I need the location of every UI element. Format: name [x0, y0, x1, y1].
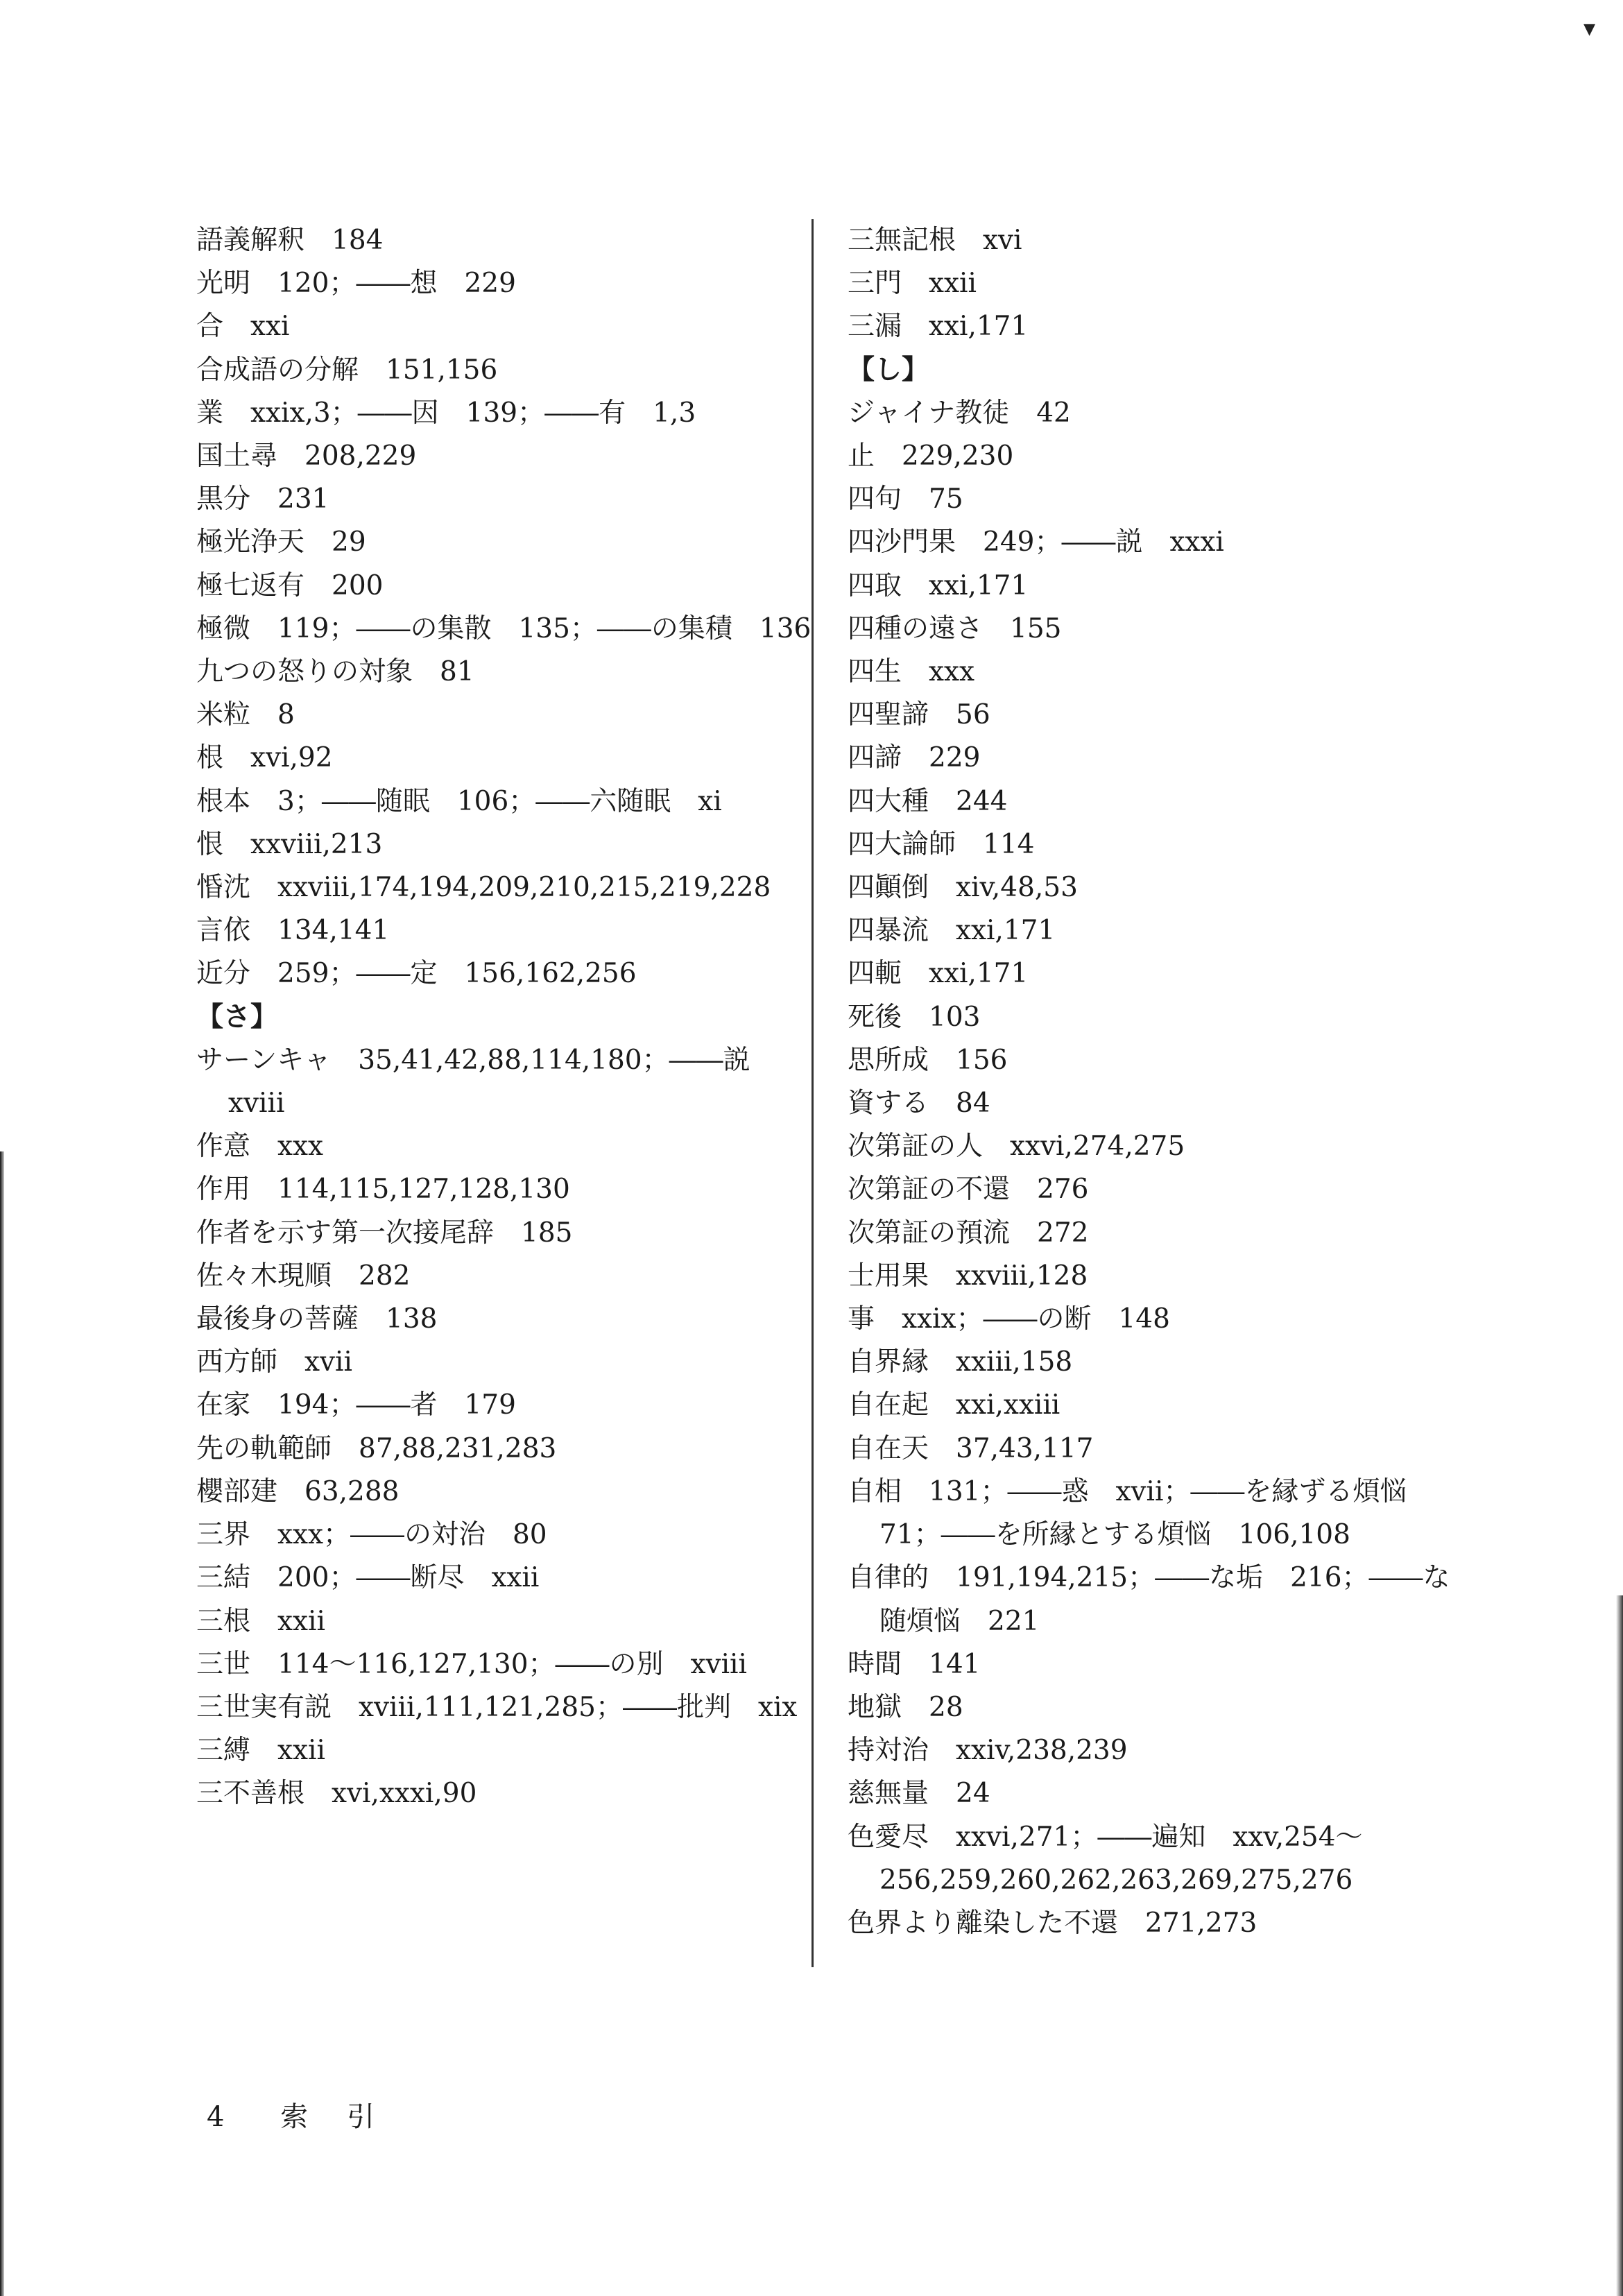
- index-entry: 在家 194；――者 179: [196, 1389, 516, 1421]
- index-entry: 業 xxix,3；――因 139；――有 1,3: [196, 397, 696, 429]
- index-section-heading: 【さ】: [196, 1001, 278, 1033]
- index-entry: 四取 xxi,171: [848, 569, 1029, 601]
- index-entry: 合成語の分解 151,156: [196, 354, 498, 386]
- index-entry: 四生 xxx: [848, 656, 974, 688]
- index-entry: 自相 131；――惑 xvii；――を縁ずる煩悩 71；――を所縁とする煩悩 106,108: [848, 1475, 1434, 1551]
- index-entry: 四顚倒 xiv,48,53: [848, 872, 1078, 904]
- index-entry: 四暴流 xxi,171: [848, 915, 1056, 947]
- index-entry: 四沙門果 249；――説 xxxi: [848, 526, 1224, 558]
- index-entry: 四大論師 114: [848, 828, 1035, 860]
- index-entry: 光明 120；――想 229: [196, 268, 516, 300]
- index-entry: 止 229,230: [848, 440, 1014, 472]
- index-entry: 次第証の預流 272: [848, 1217, 1089, 1249]
- index-entry: 次第証の人 xxvi,274,275: [848, 1131, 1185, 1163]
- index-entry: 佐々木現順 282: [196, 1260, 411, 1292]
- index-section-heading: 【し】: [848, 354, 929, 386]
- index-entry: 言依 134,141: [196, 915, 390, 947]
- index-right-column: [848, 219, 1472, 1945]
- index-entry: 三無記根 xvi: [848, 225, 1022, 256]
- index-entry: 九つの怒りの対象 81: [196, 656, 474, 688]
- index-entry: 色界より離染した不還 271,273: [848, 1907, 1257, 1939]
- index-entry: 思所成 156: [848, 1044, 1008, 1076]
- index-entry: 死後 103: [848, 1001, 981, 1033]
- index-entry: サーンキャ 35,41,42,88,114,180；――説 xviii: [196, 1044, 778, 1120]
- index-entry: 色愛尽 xxvi,271；――遍知 xxv,254～256,259,260,262,263,269,275,276: [848, 1821, 1363, 1896]
- index-entry: 最後身の菩薩 138: [196, 1303, 438, 1335]
- index-entry: 近分 259；――定 156,162,256: [196, 958, 637, 990]
- index-entry: 極七返有 200: [196, 569, 384, 601]
- index-entry: 資する 84: [848, 1088, 990, 1120]
- index-entry: 黒分 231: [196, 483, 329, 515]
- index-entry: 事 xxix；――の断 148: [848, 1303, 1170, 1335]
- index-entry: 三界 xxx；――の対治 80: [196, 1519, 547, 1551]
- index-entry: 三世 114～116,127,130；――の別 xviii: [196, 1648, 747, 1680]
- scan-shadow-right: [1616, 1595, 1623, 2296]
- index-entry: 持対治 xxiv,238,239: [848, 1735, 1128, 1767]
- index-entry: 語義解釈 184: [196, 225, 384, 256]
- index-entry: 四軛 xxi,171: [848, 958, 1029, 990]
- index-entry: 作用 114,115,127,128,130: [196, 1174, 570, 1206]
- index-entry: 先の軌範師 87,88,231,283: [196, 1432, 557, 1464]
- index-entry: 櫻部建 63,288: [196, 1475, 400, 1507]
- index-entry: 時間 141: [848, 1648, 981, 1680]
- index-entry: 作者を示す第一次接尾辞 185: [196, 1217, 573, 1249]
- index-entry: 四種の遠さ 155: [848, 612, 1062, 644]
- index-entry: 四諦 229: [848, 742, 981, 774]
- index-entry: 地獄 28: [848, 1691, 963, 1723]
- index-entry: 合 xxi: [196, 311, 290, 343]
- scan-shadow-left: [0, 1151, 4, 2296]
- index-entry: 恨 xxviii,213: [196, 828, 383, 860]
- page-number: 4: [207, 2101, 227, 2133]
- index-entry: 自在起 xxi,xxiii: [848, 1389, 1060, 1421]
- index-entry: ジャイナ教徒 42: [848, 397, 1071, 429]
- index-entry: 四聖諦 56: [848, 699, 990, 731]
- index-entry: 三根 xxii: [196, 1605, 325, 1637]
- index-entry: 自律的 191,194,215；――な垢 216；――な随煩悩 221: [848, 1562, 1450, 1637]
- index-entry: 惛沈 xxviii,174,194,209,210,215,219,228: [196, 872, 771, 904]
- index-entry: 極微 119；――の集散 135；――の集積 136: [196, 612, 812, 644]
- running-title: 索引: [280, 2101, 414, 2133]
- index-entry: 西方師 xvii: [196, 1346, 352, 1378]
- index-entry: 三世実有説 xviii,111,121,285；――批判 xix: [196, 1691, 798, 1723]
- index-entry: 四句 75: [848, 483, 963, 515]
- index-entry: 次第証の不還 276: [848, 1174, 1089, 1206]
- index-entry: 三縛 xxii: [196, 1735, 325, 1767]
- index-entry: 自界縁 xxiii,158: [848, 1346, 1073, 1378]
- index-entry: 四大種 244: [848, 785, 1008, 817]
- index-entry: 自在天 37,43,117: [848, 1432, 1094, 1464]
- index-entry: 三漏 xxi,171: [848, 311, 1029, 343]
- scan-corner-mark: ▼: [1583, 21, 1595, 38]
- index-entry: 作意 xxx: [196, 1131, 323, 1163]
- index-entry: 根本 3；――随眠 106；――六随眠 xi: [196, 785, 722, 817]
- index-entry: 三門 xxii: [848, 268, 977, 300]
- column-divider: [812, 219, 814, 1967]
- index-left-column: [196, 219, 821, 1816]
- index-entry: 米粒 8: [196, 699, 295, 731]
- index-entry: 極光浄天 29: [196, 526, 366, 558]
- index-entry: 三不善根 xvi,xxxi,90: [196, 1778, 477, 1810]
- index-entry: 根 xvi,92: [196, 742, 333, 774]
- index-entry: 士用果 xxviii,128: [848, 1260, 1088, 1292]
- index-entry: 三結 200；――断尽 xxii: [196, 1562, 540, 1594]
- index-entry: 国土尋 208,229: [196, 440, 417, 472]
- index-entry: 慈無量 24: [848, 1778, 990, 1810]
- page-footer: [207, 2095, 413, 2134]
